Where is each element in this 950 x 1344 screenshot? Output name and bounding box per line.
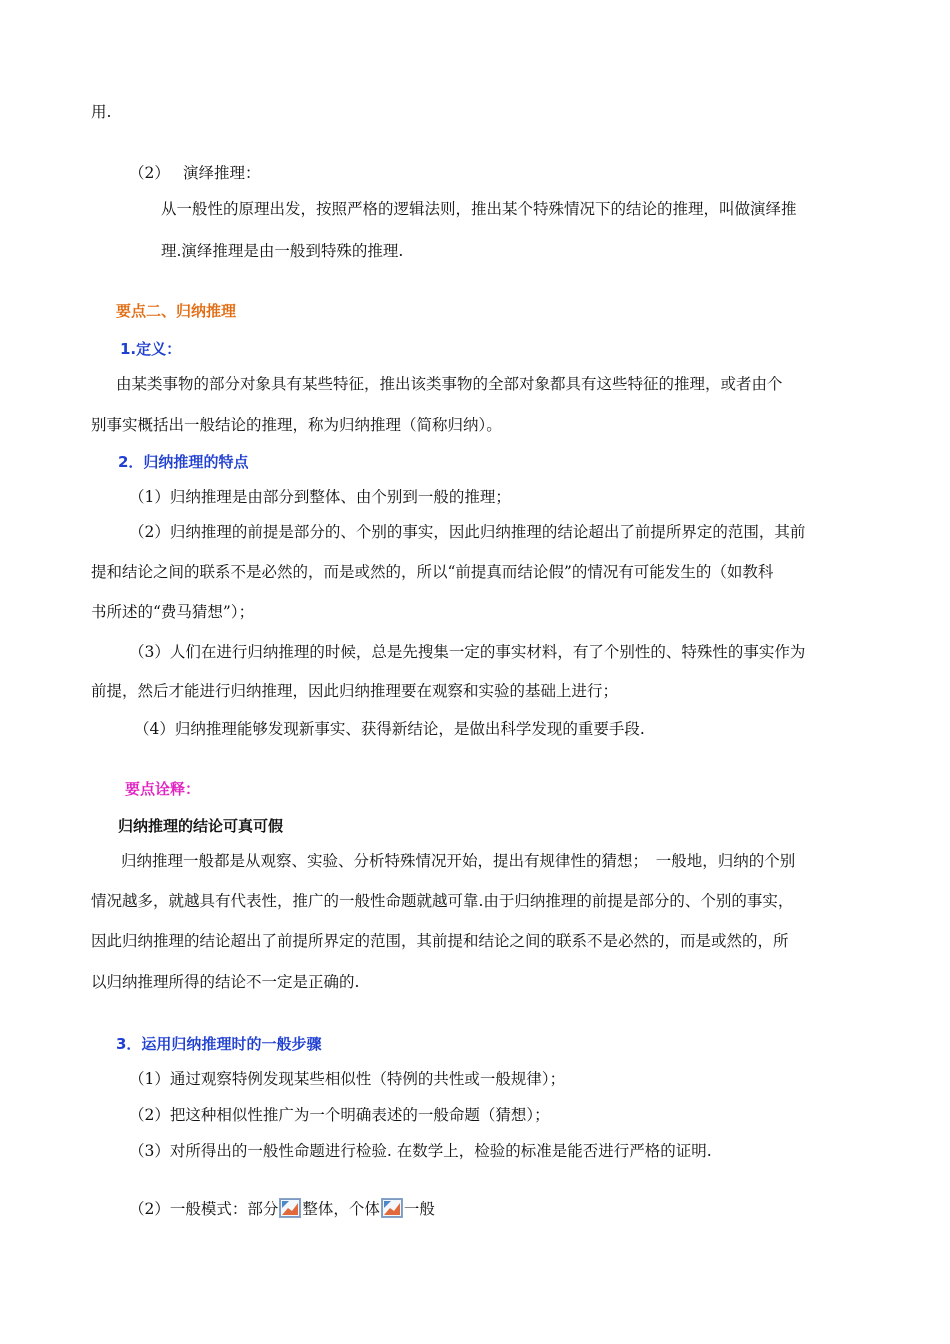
pattern-text-a: （2）一般模式：部分 — [129, 1200, 279, 1218]
section-heading: 要点二、归纳推理 — [116, 302, 237, 320]
list-item: （4）归纳推理能够发现新事实、获得新结论，是做出科学发现的重要手段. — [134, 720, 645, 738]
text-line: 理.演绎推理是由一般到特殊的推理. — [161, 242, 404, 260]
text-line: 由某类事物的部分对象具有某些特征，推出该类事物的全部对象都具有这些特征的推理，或者由个 — [116, 375, 783, 393]
list-item: （3）对所得出的一般性命题进行检验. 在数学上，检验的标准是能否进行严格的证明. — [129, 1142, 712, 1160]
list-item: （1）通过观察特例发现某些相似性（特例的共性或一般规律）； — [129, 1070, 566, 1088]
pattern-text-b: 整体，个体 — [302, 1200, 380, 1218]
broken-image-icon — [381, 1198, 403, 1218]
list-item: （1）归纳推理是由部分到整体、由个别到一般的推理； — [129, 488, 511, 506]
list-item: （3）人们在进行归纳推理的时候，总是先搜集一定的事实材料，有了个别性的、特殊性的事实作为 — [129, 643, 806, 661]
subsection-heading: 2．归纳推理的特点 — [118, 453, 249, 471]
item-number: （2） — [129, 164, 170, 182]
subsection-heading: 3．运用归纳推理时的一般步骤 — [116, 1035, 322, 1053]
pattern-text-c: 一般 — [403, 1200, 435, 1218]
text-line: 用. — [91, 103, 112, 121]
list-item: （2）把这种相似性推广为一个明确表述的一般命题（猜想）； — [129, 1106, 550, 1124]
item-title: 演绎推理： — [183, 164, 261, 182]
text-line: 因此归纳推理的结论超出了前提所界定的范围，其前提和结论之间的联系不是必然的，而是或然的，所 — [91, 932, 789, 950]
text-line: 别事实概括出一般结论的推理，称为归纳推理（简称归纳）。 — [91, 416, 502, 434]
list-item: （2）归纳推理的前提是部分的、个别的事实，因此归纳推理的结论超出了前提所界定的范围，其前 — [129, 523, 806, 541]
text-line: 提和结论之间的联系不是必然的，而是或然的，所以“前提真而结论假”的情况有可能发生的（如教科 — [91, 563, 774, 581]
text-line: 情况越多，就越具有代表性，推广的一般性命题就越可靠.由于归纳推理的前提是部分的、个别的事实， — [91, 892, 794, 910]
note-subheading: 归纳推理的结论可真可假 — [118, 817, 284, 835]
pattern-line — [129, 1198, 435, 1220]
text-line: 书所述的“费马猜想”）； — [91, 603, 255, 621]
text-line: 以归纳推理所得的结论不一定是正确的. — [91, 973, 360, 991]
note-heading: 要点诠释： — [125, 780, 201, 798]
subsection-heading: 1.定义： — [120, 340, 182, 358]
text-line: 前提，然后才能进行归纳推理，因此归纳推理要在观察和实验的基础上进行； — [91, 682, 619, 700]
text-line: 归纳推理一般都是从观察、实验、分析特殊情况开始，提出有规律性的猜想； 一般地，归纳的个别 — [121, 852, 796, 870]
broken-image-icon — [279, 1198, 301, 1218]
text-line: 从一般性的原理出发，按照严格的逻辑法则，推出某个特殊情况下的结论的推理，叫做演绎推 — [161, 200, 797, 218]
